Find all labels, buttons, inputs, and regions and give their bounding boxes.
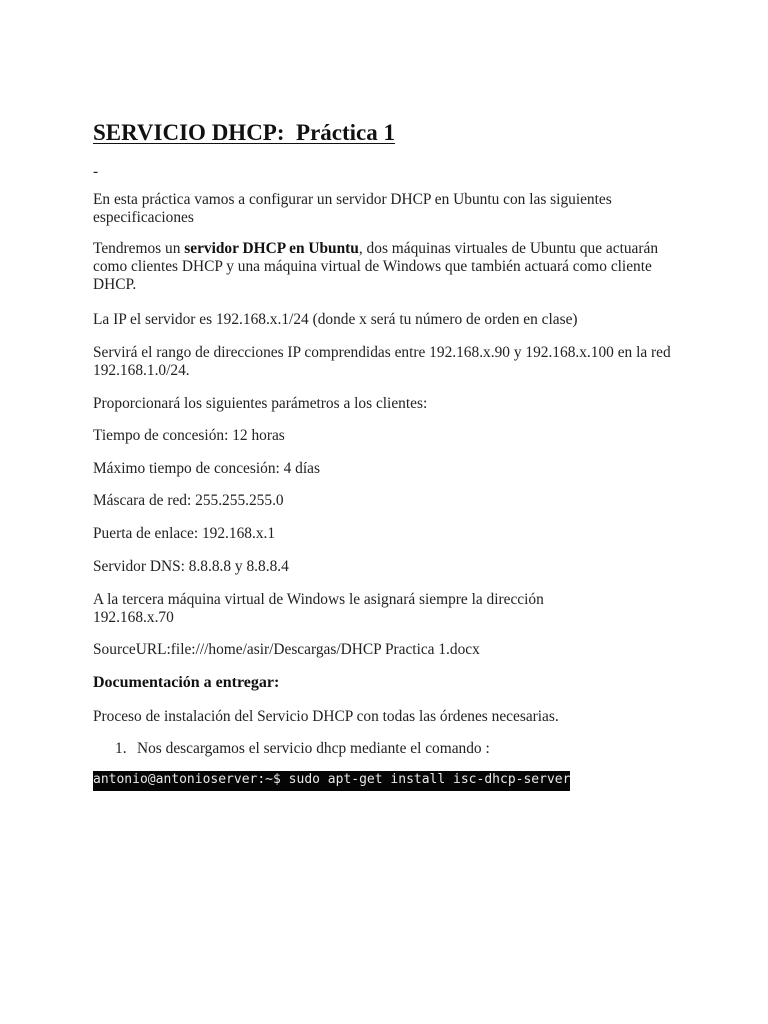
windows-vm-paragraph: A la tercera máquina virtual de Windows le asignará siempre la dirección 192.168.x.70 [93,591,544,626]
list-item [115,740,490,758]
list-item-number: 1. [115,740,127,757]
max-lease-time: Máximo tiempo de concesión: 4 días [93,460,320,477]
setup-paragraph [93,240,663,294]
gateway: Puerta de enlace: 192.168.x.1 [93,525,276,542]
dash-line: - [93,163,99,180]
setup-text-after: , dos máquinas virtuales de Ubuntu que actuarán como clientes DHCP y una máquina virtual de Windows que también actuará como cliente DHCP. [93,240,659,293]
deliverables-intro: Proceso de instalación del Servicio DHCP con todas las órdenes necesarias. [93,708,559,725]
source-url: SourceURL:file:///home/asir/Descargas/DHCP Practica 1.docx [93,641,480,658]
terminal-screenshot [93,771,570,791]
setup-text-before: Tendremos un [93,240,185,257]
intro-paragraph: En esta práctica vamos a configurar un servidor DHCP en Ubuntu con las siguientes especificaciones [93,191,612,226]
server-ip-paragraph: La IP el servidor es 192.168.x.1/24 (donde x será tu número de orden en clase) [93,311,578,328]
lease-time: Tiempo de concesión: 12 horas [93,427,285,444]
setup-text-bold: servidor DHCP en Ubuntu [184,240,359,257]
terminal-command: antonio@antonioserver:~$ sudo apt-get install isc-dhcp-server [93,772,570,787]
list-item-text: Nos descargamos el servicio dhcp mediante el comando : [137,740,490,757]
document-title: SERVICIO DHCP: Práctica 1 [93,120,395,145]
netmask: Máscara de red: 255.255.255.0 [93,492,284,509]
dns-servers: Servidor DNS: 8.8.8.8 y 8.8.8.4 [93,558,289,575]
params-intro: Proporcionará los siguientes parámetros a los clientes: [93,395,428,412]
range-paragraph: Servirá el rango de direcciones IP comprendidas entre 192.168.x.90 y 192.168.x.100 en la red 192.168.1.0/24. [93,344,671,379]
deliverables-heading: Documentación a entregar: [93,674,280,691]
